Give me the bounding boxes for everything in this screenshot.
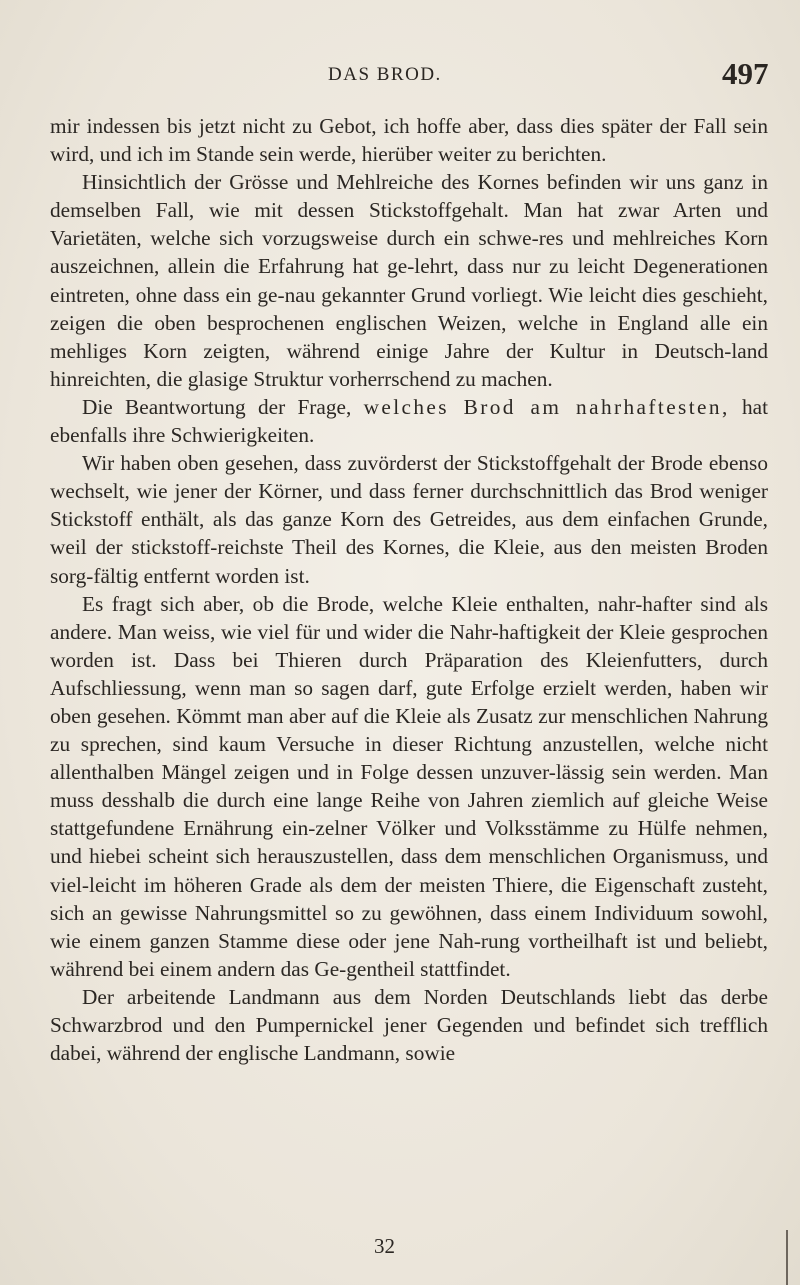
page-header — [0, 56, 800, 96]
paragraph-1: mir indessen bis jetzt nicht zu Gebot, ich hoffe aber, dass dies später der Fall sein wird, und ich im Stande sein werde, hierüber weiter zu berichten. — [50, 114, 768, 167]
emphasized-question: welches Brod am nahrhaftesten, — [363, 394, 730, 419]
paragraph-3-text-start: Die Beantwortung der Frage, — [82, 394, 352, 419]
body-text — [50, 112, 768, 1067]
paragraph-4: Wir haben oben gesehen, dass zuvörderst der Stickstoffgehalt der Brode ebenso wechselt, wie jener der Körner, und dass ferner durchschnittlich das Brod weniger Stickstoff enthält, als das ganze Korn des Getreides, aus dem einfachen Grunde, weil der stickstoff-reichste Theil des Kornes, die Kleie, aus den meisten Broden sorg-fältig entfernt worden ist. — [50, 451, 768, 588]
signature-mark: 32 — [374, 1234, 395, 1258]
running-head: DAS BROD. — [328, 64, 442, 85]
paragraph-3-text-end: hat ebenfalls ihre Schwierigkeiten. — [50, 394, 769, 448]
page-number: 497 — [722, 56, 769, 91]
paragraph-6: Der arbeitende Landmann aus dem Norden Deutschlands liebt das derbe Schwarzbrod und den Pumpernickel jener Gegenden und befindet sich trefflich dabei, während der englische Landmann, sowie — [50, 984, 768, 1066]
paragraph-2: Hinsichtlich der Grösse und Mehlreiche des Kornes befinden wir uns ganz in demselben Fall, wie mit dessen Stickstoffgehalt. Man hat zwar Arten und Varietäten, welche sich vorzugsweise durch ein schwe-res und mehlreiches Korn auszeichnen, allein die Erfahrung hat ge-lehrt, dass nur zu leicht Degenerationen eintreten, ohne dass ein ge-nau gekannter Grund vorliegt. Wie leicht dies geschieht, zeigen die oben besprochenen englischen Weizen, welche in England alle ein mehliges Korn zeigten, während einige Jahre der Kultur in Deutsch-land hinreichten, die glasige Struktur vorherrschend zu machen. — [50, 170, 768, 391]
paragraph-3 — [50, 393, 768, 449]
paragraph-5: Es fragt sich aber, ob die Brode, welche Kleie enthalten, nahr-hafter sind als andere. Man weiss, wie viel für und wider die Nahr-haftigkeit der Kleie gesprochen worden ist. Dass bei Thieren durch Präparation des Kleienfutters, durch Aufschliessung, wenn man so sagen darf, gute Erfolge erzielt werden, haben wir oben gesehen. Kömmt man aber auf die Kleie als Zusatz zur menschlichen Nahrung zu sprechen, sind kaum Versuche in dieser Richtung anzustellen, welche nicht allenthalben Mängel zeigen und in Folge dessen unzuver-lässig sein werden. Man muss desshalb die durch eine lange Reihe von Jahren ziemlich auf gleiche Weise stattgefundene Ernährung ein-zelner Völker und Volksstämme zu Hülfe nehmen, und hiebei scheint sich herauszustellen, dass dem menschlichen Organismuss, und viel-leicht im höheren Grade als dem der meisten Thiere, die Eigenschaft zusteht, sich an gewisse Nahrungsmittel so zu gewöhnen, dass einem Individuum sowohl, wie einem ganzen Stamme diese oder jene Nah-rung vortheilhaft ist und beliebt, während bei einem andern das Ge-gentheil stattfindet. — [50, 591, 768, 981]
page-edge-line — [786, 1230, 788, 1285]
